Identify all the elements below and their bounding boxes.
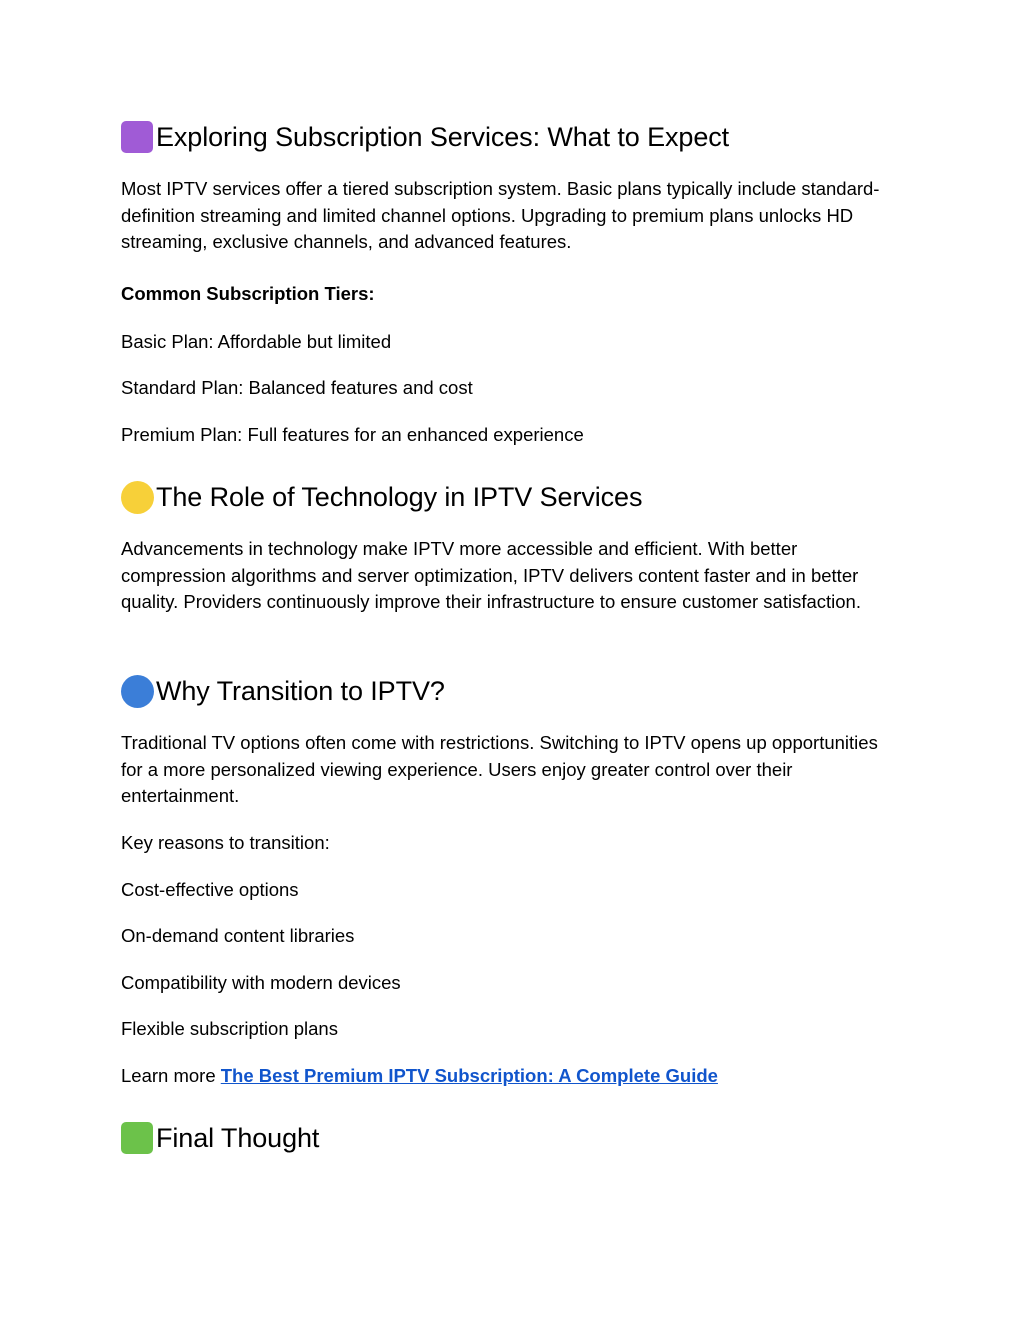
list-item: Compatibility with modern devices	[121, 972, 401, 993]
section-paragraph: Most IPTV services offer a tiered subscription system. Basic plans typically include standard-definition streaming and limited channel options. Upgrading to premium plans unlocks HD streaming, exclusive channels, and advanced features.	[121, 178, 880, 253]
subheading-tiers: Common Subscription Tiers:	[121, 283, 375, 304]
section-title: Final Thought	[156, 1123, 320, 1153]
list-item: Standard Plan: Balanced features and cost	[121, 377, 473, 398]
section-title: Why Transition to IPTV?	[156, 676, 445, 706]
green-square-icon	[121, 1122, 153, 1154]
list-item: Premium Plan: Full features for an enhanced experience	[121, 424, 584, 445]
section-heading-transition	[121, 674, 904, 708]
section-heading-subscription	[121, 120, 904, 154]
list-item: On-demand content libraries	[121, 925, 355, 946]
yellow-circle-icon	[121, 481, 154, 514]
section-paragraph: Traditional TV options often come with restrictions. Switching to IPTV opens up opportunities for a more personalized viewing experience. Users enjoy greater control over their entertainment.	[121, 732, 878, 807]
list-item: Cost-effective options	[121, 879, 299, 900]
section-paragraph: Advancements in technology make IPTV more accessible and efficient. With better compression algorithms and server optimization, IPTV delivers content faster and in better quality. Providers continuously improve their infrastructure to ensure customer satisfaction.	[121, 538, 861, 613]
section-heading-final	[121, 1121, 904, 1155]
list-item: Flexible subscription plans	[121, 1018, 338, 1039]
section-title: The Role of Technology in IPTV Services	[156, 482, 643, 512]
purple-square-icon	[121, 121, 153, 153]
section-title: Exploring Subscription Services: What to Expect	[156, 122, 730, 152]
learn-more-link[interactable]: The Best Premium IPTV Subscription: A Complete Guide	[220, 1065, 718, 1086]
list-item: Basic Plan: Affordable but limited	[121, 331, 392, 352]
learn-more-prefix: Learn more	[121, 1065, 221, 1086]
reasons-intro: Key reasons to transition:	[121, 832, 330, 853]
section-heading-technology	[121, 480, 904, 514]
blue-circle-icon	[121, 675, 154, 708]
learn-more-line	[121, 1063, 904, 1089]
